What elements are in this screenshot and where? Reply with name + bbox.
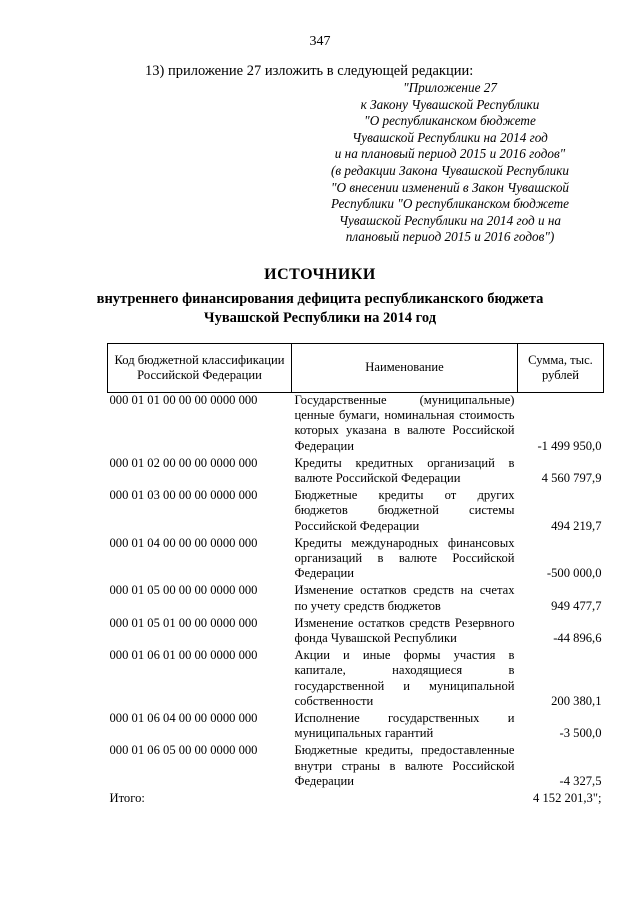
row-code: 000 01 06 04 00 00 0000 000 (109, 711, 258, 726)
row-amount: 949 477,7 (551, 598, 602, 613)
row-code: 000 01 05 01 00 00 0000 000 (109, 615, 258, 630)
row-amount: -500 000,0 (546, 566, 602, 581)
row-name: Изменение остатков средств Резервного фонда Чувашской Республики (294, 615, 515, 646)
title-main: ИСТОЧНИКИ (264, 266, 376, 283)
table-total-row (108, 791, 604, 806)
header-amount: Сумма, тыс. рублей (518, 344, 604, 393)
row-name: Бюджетные кредиты, предоставленные внутри страны в валюте Российской Федерации (294, 743, 515, 788)
table-row (108, 456, 604, 488)
appendix-line: "О республиканском бюджете (364, 113, 536, 129)
table-row (108, 616, 604, 648)
row-name: Акции и иные формы участия в капитале, находящиеся в государственной и муниципальной собственности (294, 648, 515, 708)
total-label: Итого: (109, 791, 145, 806)
row-code: 000 01 02 00 00 00 0000 000 (109, 455, 258, 470)
row-code: 000 01 06 01 00 00 0000 000 (109, 648, 258, 663)
row-amount: -44 896,6 (553, 631, 602, 646)
row-amount: 494 219,7 (551, 518, 602, 533)
title-subtitle-line-2: Чувашской Республики на 2014 год (203, 310, 437, 326)
total-amount: 4 152 201,3"; (533, 791, 602, 806)
table-header-row (108, 344, 604, 393)
row-amount: 4 560 797,9 (541, 471, 602, 486)
row-name: Исполнение государственных и муниципальных гарантий (294, 711, 515, 741)
appendix-line: (в редакции Закона Чувашской Республики (331, 162, 569, 178)
row-name: Бюджетные кредиты от других бюджетов бюджетной системы Российской Федерации (294, 488, 515, 533)
appendix-line: плановый период 2015 и 2016 годов") (345, 229, 555, 245)
row-name: Государственные (муниципальные) ценные бумаги, номинальная стоимость которых указана в валюте Российской Федерации (294, 393, 515, 453)
table-row (108, 536, 604, 584)
row-code: 000 01 03 00 00 00 0000 000 (109, 488, 258, 503)
row-amount: 200 380,1 (551, 693, 602, 708)
appendix-line: "О внесении изменений в Закон Чувашской (330, 179, 570, 195)
row-name: Изменение остатков средств на счетах по учету средств бюджетов (294, 583, 515, 613)
intro-text: 13) приложение 27 изложить в следующей редакции: (145, 63, 474, 79)
header-code: Код бюджетной классификации Российской Федерации (108, 344, 292, 393)
row-amount: -3 500,0 (559, 726, 602, 741)
row-code: 000 01 06 05 00 00 0000 000 (109, 743, 258, 758)
row-amount: -4 327,5 (559, 773, 602, 788)
table-row (108, 743, 604, 791)
table-row (108, 711, 604, 743)
appendix-line: Республики "О республиканском бюджете (331, 196, 569, 212)
table-row (108, 393, 604, 456)
table-row (108, 648, 604, 711)
table-row (108, 583, 604, 615)
appendix-line: и на плановый период 2015 и 2016 годов" (334, 146, 566, 162)
total-empty-cell (292, 791, 518, 806)
row-code: 000 01 04 00 00 00 0000 000 (109, 535, 258, 550)
appendix-line: к Закону Чувашской Республики (360, 96, 540, 112)
document-title (0, 266, 640, 328)
appendix-note (300, 80, 600, 246)
row-name: Кредиты кредитных организаций в валюте Российской Федерации (294, 455, 515, 486)
appendix-line: Чувашской Республики на 2014 год (352, 129, 548, 145)
row-code: 000 01 05 00 00 00 0000 000 (109, 583, 258, 598)
row-code: 000 01 01 00 00 00 0000 000 (109, 393, 258, 407)
row-amount: -1 499 950,0 (537, 438, 602, 453)
sources-table (107, 343, 604, 806)
page-number: 347 (309, 34, 331, 49)
title-subtitle-line-1: внутреннего финансирования дефицита республиканского бюджета (96, 291, 544, 307)
header-name: Наименование (292, 344, 518, 393)
row-name: Кредиты международных финансовых организаций в валюте Российской Федерации (294, 535, 515, 581)
appendix-line: Чувашской Республики на 2014 год и на (338, 212, 562, 228)
appendix-line: "Приложение 27 (403, 80, 497, 95)
table-row (108, 488, 604, 536)
